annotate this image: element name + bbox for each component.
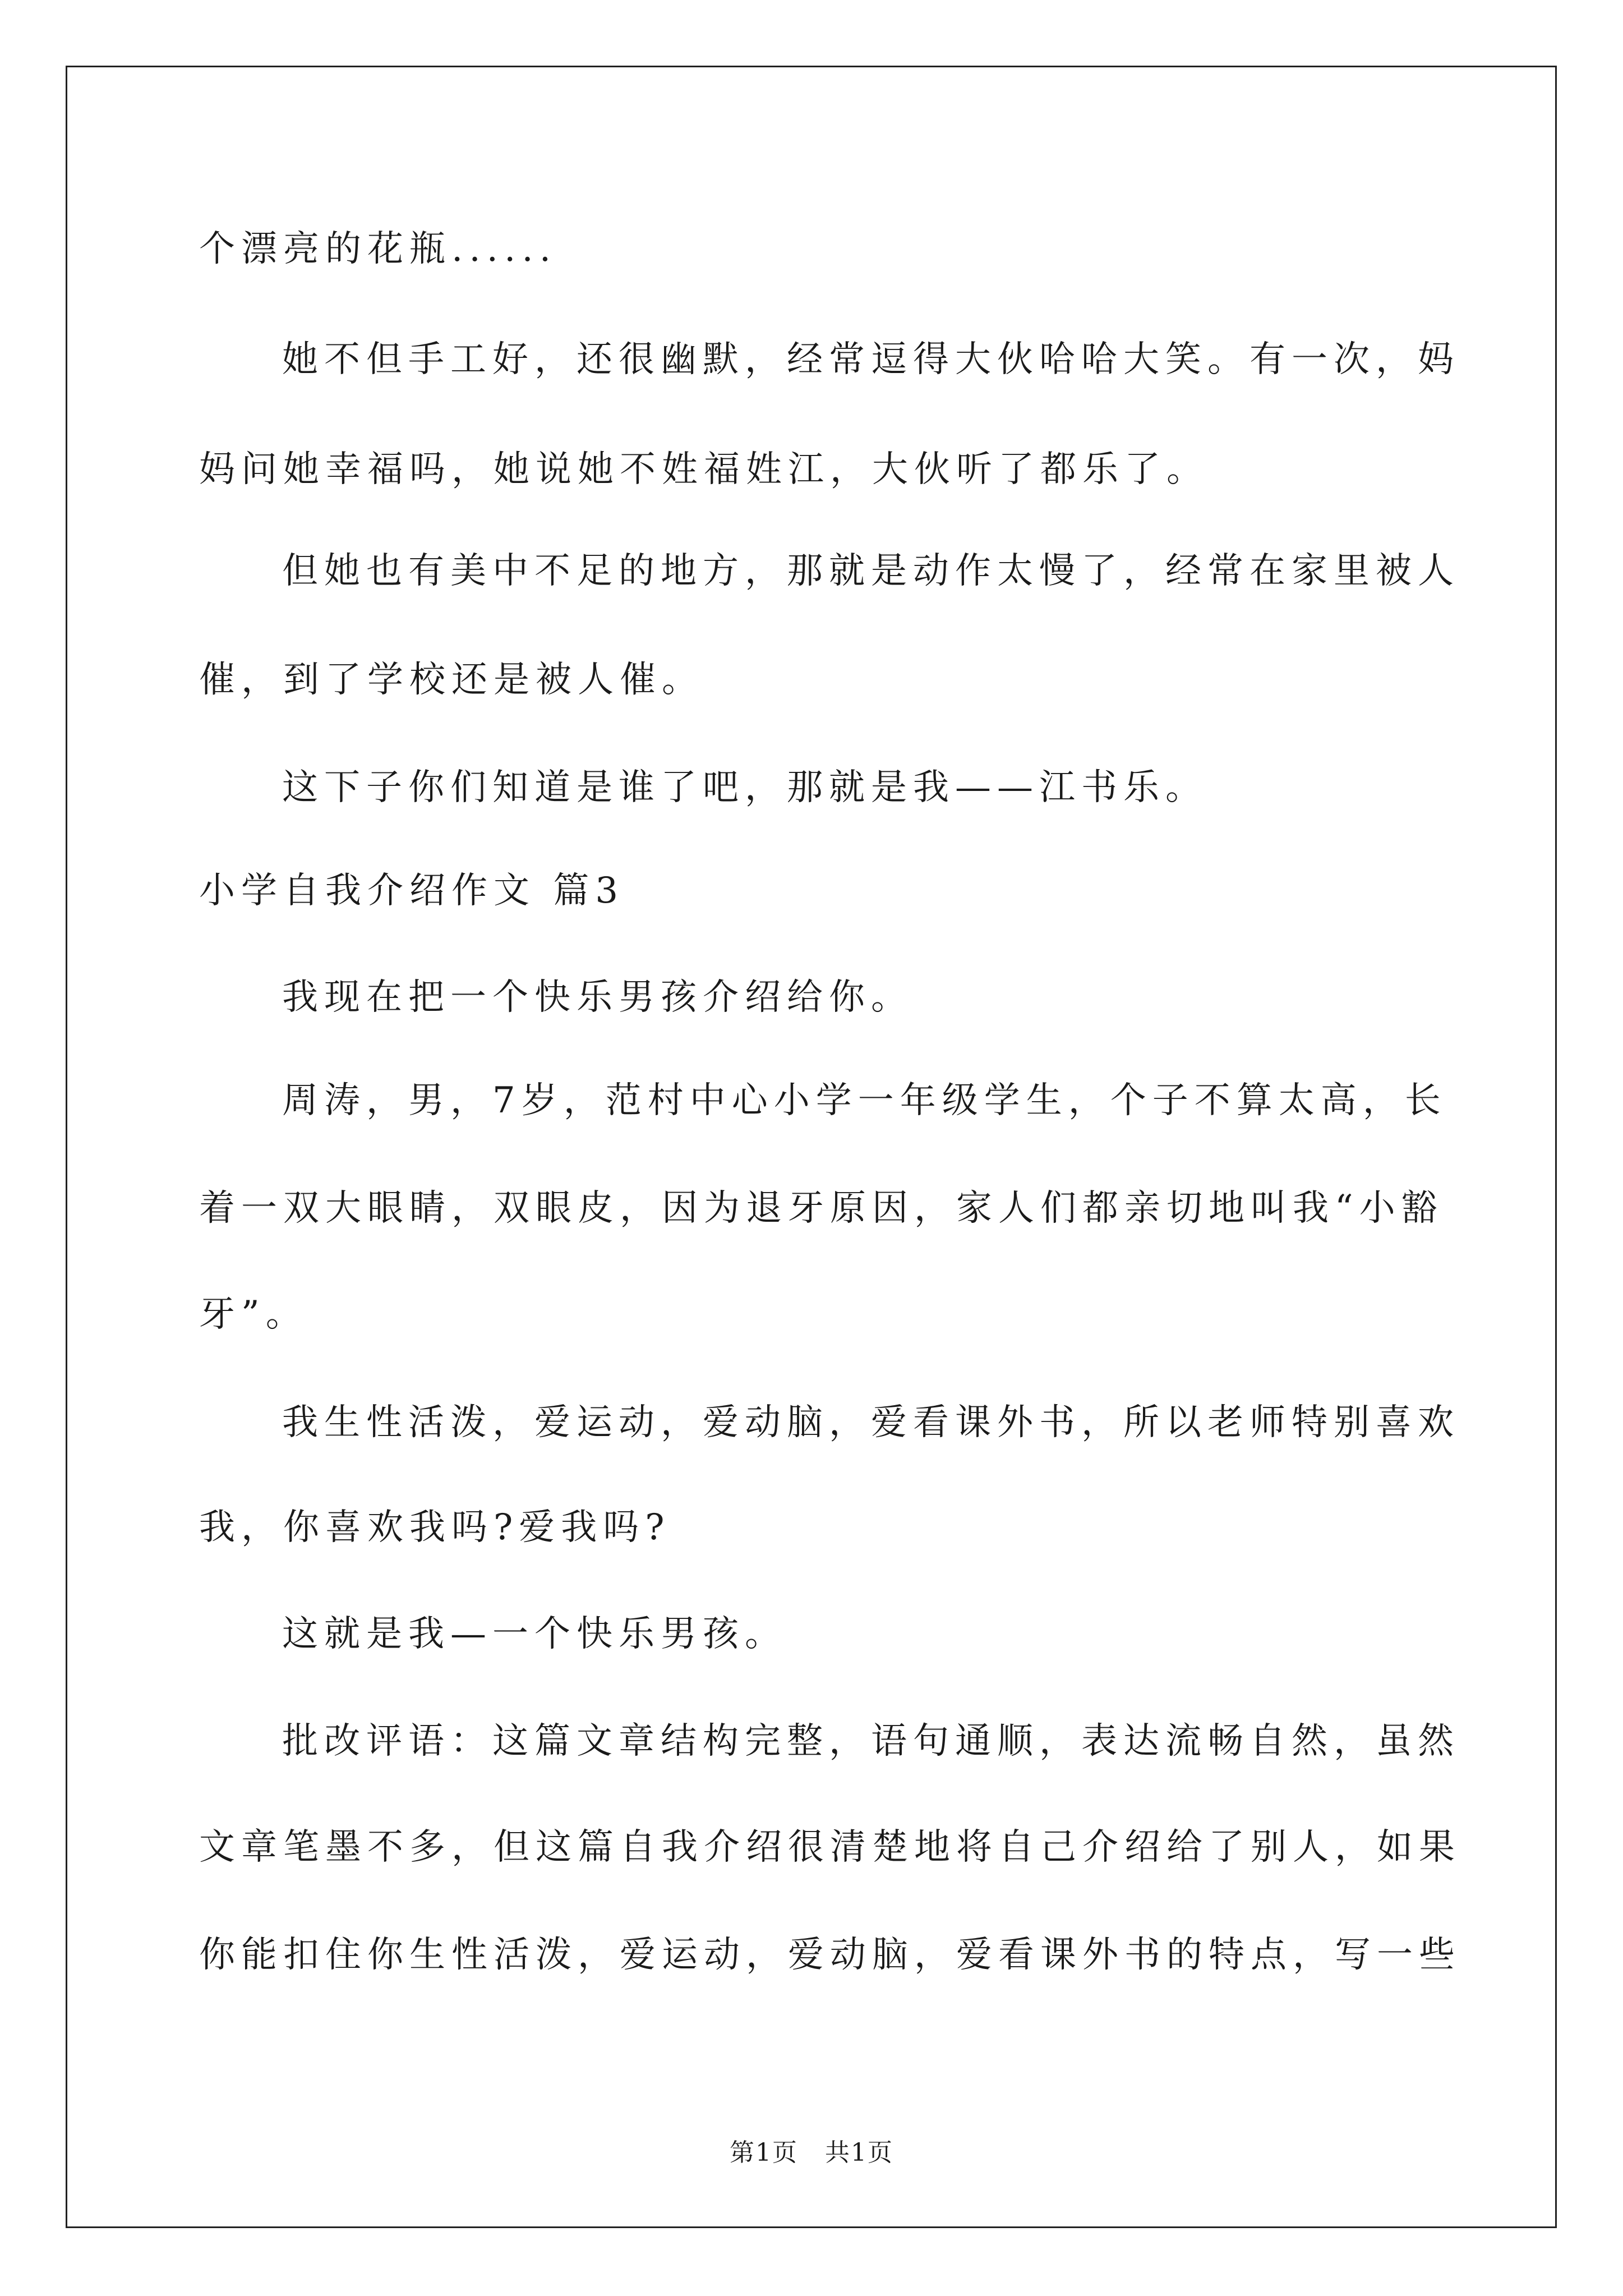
paragraph-line: 这下子你们知道是谁了吧，那就是我——江书乐。 [282,767,1207,808]
paragraph-line: 批改评语：这篇文章结构完整，语句通顺，表达流畅自然，虽然 [282,1720,1460,1762]
paragraph-line: 但她也有美中不足的地方，那就是动作太慢了，经常在家里被人 [282,550,1460,592]
paragraph-line: 我现在把一个快乐男孩介绍给你。 [282,977,913,1018]
paragraph-line: 她不但手工好，还很幽默，经常逗得大伙哈哈大笑。有一次，妈 [282,339,1460,380]
paragraph-line: 周涛，男，7岁，范村中心小学一年级学生，个子不算太高，长 [282,1080,1447,1121]
paragraph-line: 文章笔墨不多，但这篇自我介绍很清楚地将自己介绍给了别人，如果 [199,1826,1461,1868]
paragraph-line: 我，你喜欢我吗?爱我吗? [199,1507,671,1548]
page-footer [0,2137,1623,2169]
paragraph-line: 催，到了学校还是被人催。 [199,659,704,701]
paragraph-line: 牙”。 [199,1294,308,1335]
paragraph-line: 着一双大眼睛，双眼皮，因为退牙原因，家人们都亲切地叫我“小豁 [199,1188,1444,1229]
page-total: 共1页 [825,2138,893,2167]
paragraph-line: 个漂亮的花瓶...... [199,228,557,270]
paragraph-line: 妈问她幸福吗，她说她不姓福姓江，大伙听了都乐了。 [199,449,1209,490]
page-number: 第1页 [730,2138,798,2167]
paragraph-line: 我生性活泼，爱运动，爱动脑，爱看课外书，所以老师特别喜欢 [282,1402,1460,1443]
paragraph-line: 这就是我—一个快乐男孩。 [282,1613,787,1655]
page-border [66,66,1557,2228]
paragraph-line: 你能扣住你生性活泼，爱运动，爱动脑，爱看课外书的特点，写一些 [199,1934,1461,1976]
section-heading: 小学自我介绍作文 篇3 [199,870,625,912]
